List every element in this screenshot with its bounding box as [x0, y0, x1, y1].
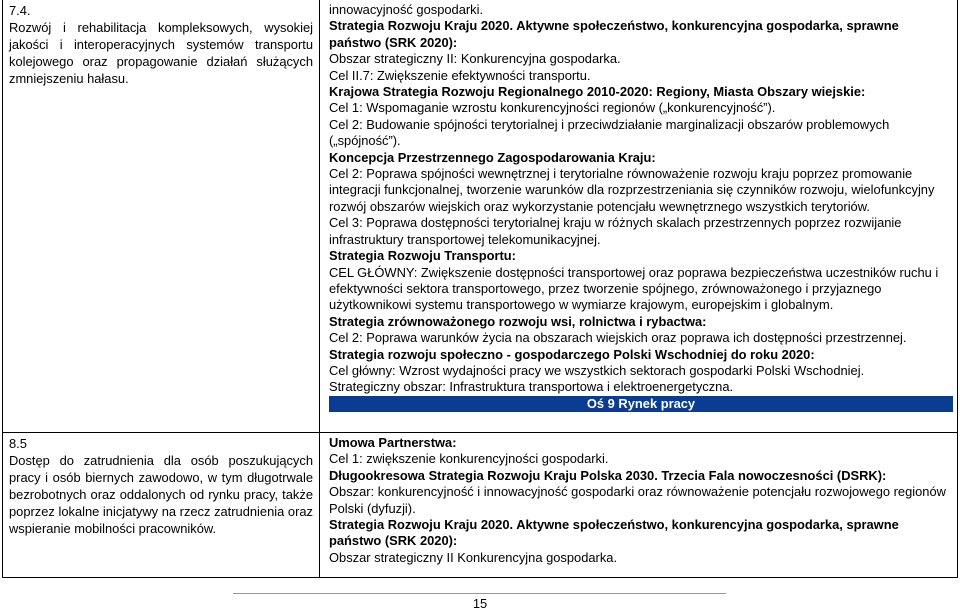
strategy-line: CEL GŁÓWNY: Zwiększenie dostępności transportowej oraz poprawa bezpieczeństwa uczestników ruchu i efektywności sektora transportowego, przez tworzenie spójnego, zrównoważonego i przyjaznego użytkownikowi systemu transportowego w wymiarze krajowym, europejskim i globalnym. [329, 264, 939, 313]
priority-cell [3, 0, 320, 432]
strategy-cell [320, 433, 957, 577]
strategy-line: Obszar: konkurencyjność i innowacyjność gospodarki oraz równoważenie potencjału rozwojowego regionów Polski (dyfuzji). [329, 484, 946, 516]
strategy-line: innowacyjność gospodarki. [329, 2, 484, 17]
table-row [3, 433, 957, 577]
strategy-line: Cel główny: Wzrost wydajności pracy we wszystkich sektorach gospodarki Polski Wschodniej. [329, 362, 865, 378]
priority-cell [3, 433, 320, 577]
strategy-line: Cel 2: Poprawa spójności wewnętrznej i terytorialne równoważenie rozwoju kraju poprzez promowanie integracji funkcjonalnej, tworzenie warunków dla rozprzestrzeniania się czynników rozwoju, wielofunkcyjny rozwój obszarów wiejskich oraz wykorzystanie potencjału wewnętrznego wszystkich terytoriów. [329, 166, 935, 214]
strategy-line: Cel 3: Poprawa dostępności terytorialnej kraju w różnych skalach przestrzennych poprzez rozwijanie infrastruktury transportowej telekomunikacyjnej. [329, 215, 902, 247]
strategy-heading: Krajowa Strategia Rozwoju Regionalnego 2010-2020: Regiony, Miasta Obszary wiejskie: [329, 84, 866, 100]
strategy-heading: Koncepcja Przestrzennego Zagospodarowania Kraju: [329, 149, 656, 165]
strategy-heading: Strategia zrównoważonego rozwoju wsi, rolnictwa i rybactwa: [329, 313, 707, 329]
strategy-heading: Strategia Rozwoju Transportu: [329, 248, 516, 264]
strategy-heading: Długookresowa Strategia Rozwoju Kraju Polska 2030. Trzecia Fala nowoczesności (DSRK): [329, 467, 887, 483]
footer-divider [233, 593, 726, 594]
strategy-line: Obszar strategiczny II: Konkurencyjna gospodarka. [329, 51, 621, 67]
strategy-line: Obszar strategiczny II Konkurencyjna gospodarka. [329, 549, 618, 565]
strategy-cell [320, 0, 957, 432]
strategy-table [2, 0, 958, 578]
table-row [3, 0, 957, 433]
page-number: 15 [472, 596, 488, 611]
priority-number: 7.4. [9, 3, 31, 18]
strategy-heading: Strategia Rozwoju Kraju 2020. Aktywne społeczeństwo, konkurencyjna gospodarka, sprawne państwo (SRK 2020): [329, 18, 899, 50]
priority-description: Dostęp do zatrudnienia dla osób poszukujących pracy i osób biernych zawodowo, w tym długotrwale bezrobotnych oraz oddalonych od rynku pracy, także poprzez lokalne inicjatywy na rzecz zatrudnienia oraz wspieranie mobilności pracowników. [9, 453, 313, 536]
strategy-line: Cel II.7: Zwiększenie efektywności transportu. [329, 67, 591, 83]
strategy-line: Cel 2: Budowanie spójności terytorialnej i przeciwdziałanie marginalizacji obszarów problemowych („spójność”). [329, 116, 890, 149]
strategy-line: Strategiczny obszar: Infrastruktura transportowa i elektroenergetyczna. [329, 379, 734, 395]
priority-description: Rozwój i rehabilitacja kompleksowych, wysokiej jakości i interoperacyjnych systemów transportu kolejowego oraz propagowanie działań służących zmniejszeniu hałasu. [9, 20, 313, 86]
axis-header: Oś 9 Rynek pracy [329, 396, 953, 412]
strategy-heading: Umowa Partnerstwa: [329, 435, 457, 450]
strategy-heading: Strategia rozwoju społeczno - gospodarczego Polski Wschodniej do roku 2020: [329, 346, 815, 362]
priority-number: 8.5 [9, 436, 27, 451]
strategy-line: Cel 1: zwiększenie konkurencyjności gospodarki. [329, 451, 609, 467]
strategy-line: Cel 1: Wspomaganie wzrostu konkurencyjności regionów („konkurencyjność”). [329, 100, 776, 116]
strategy-heading: Strategia Rozwoju Kraju 2020. Aktywne społeczeństwo, konkurencyjna gospodarka, sprawne państwo (SRK 2020): [329, 517, 899, 549]
strategy-line: Cel 2: Poprawa warunków życia na obszarach wiejskich oraz poprawa ich dostępności przestrzennej. [329, 330, 907, 346]
